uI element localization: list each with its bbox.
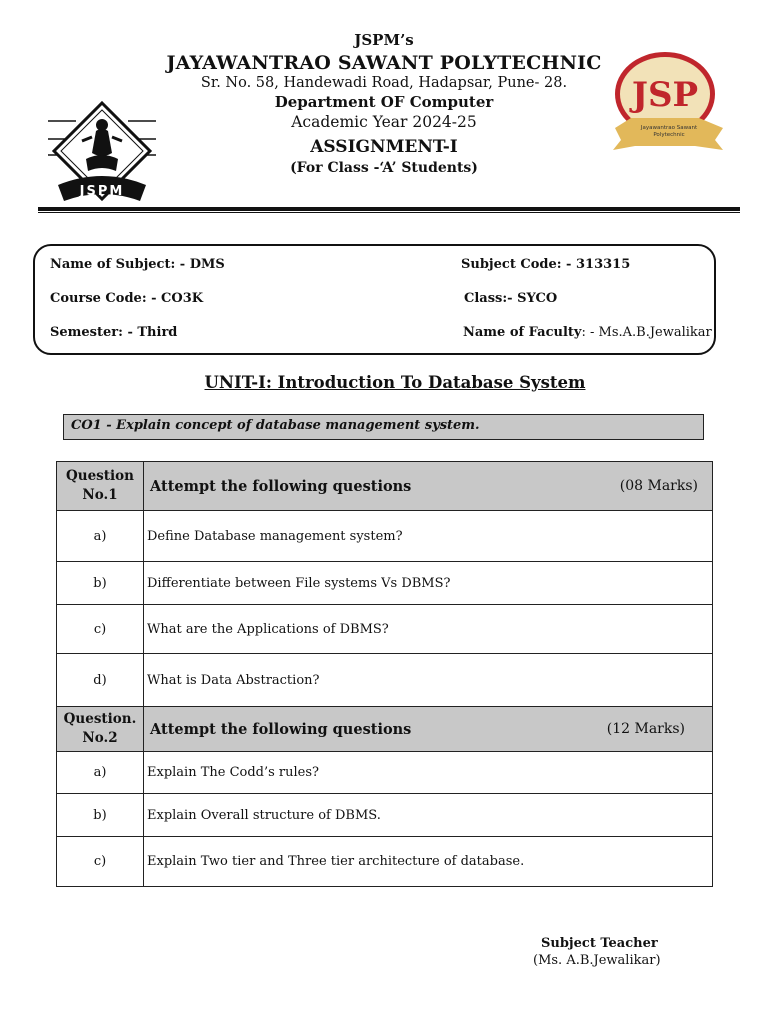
header-rule-thin: [38, 212, 740, 213]
question-text: Explain The Codd’s rules?: [144, 752, 713, 794]
question-header-row: [57, 707, 713, 752]
jspm-emblem-logo: [46, 101, 158, 209]
academic-year: Academic Year 2024-25: [291, 113, 477, 131]
seal-text: JSP: [631, 75, 699, 115]
jsp-seal-logo: [611, 50, 731, 154]
jspm-line: JSPM’s: [354, 31, 414, 49]
question-text: What is Data Abstraction?: [144, 654, 713, 707]
question-text: Define Database management system?: [144, 511, 713, 562]
question-header-row: [57, 462, 713, 511]
faculty-value: : - Ms.A.B.Jewalikar: [581, 325, 712, 340]
marks-label: (12 Marks): [606, 721, 685, 737]
question-row: [57, 654, 713, 707]
subject-name: Name of Subject: - DMS: [50, 257, 225, 272]
question-row: [57, 605, 713, 654]
signature-name: (Ms. A.B.Jewalikar): [533, 953, 661, 968]
question-label: a): [57, 511, 144, 562]
question-heading: Attempt the following questions (08 Marks): [144, 462, 713, 511]
question-text: Explain Two tier and Three tier architecture of database.: [144, 837, 713, 887]
course-code: Course Code: - CO3K: [50, 291, 204, 306]
seal-ribbon-line2: Polytechnic: [653, 132, 685, 138]
faculty-label: Name of Faculty: [463, 325, 582, 340]
question-label: c): [57, 605, 144, 654]
question-row: [57, 837, 713, 887]
header-rule: [38, 207, 740, 211]
class-note: (For Class -‘A’ Students): [290, 160, 478, 176]
question-label: d): [57, 654, 144, 707]
questions-table: [56, 461, 713, 887]
institute-name: JAYAWANTRAO SAWANT POLYTECHNIC: [166, 52, 602, 74]
marks-label: (08 Marks): [619, 478, 698, 494]
question-row: [57, 562, 713, 605]
question-row: [57, 752, 713, 794]
faculty-name: [463, 325, 712, 340]
question-label: b): [57, 562, 144, 605]
subject-code: Subject Code: - 313315: [461, 257, 631, 272]
question-row: [57, 511, 713, 562]
question-text: Explain Overall structure of DBMS.: [144, 794, 713, 837]
unit-title: UNIT-I: Introduction To Database System: [204, 373, 586, 392]
assignment-title: ASSIGNMENT-I: [310, 137, 458, 157]
question-row: [57, 794, 713, 837]
question-label: a): [57, 752, 144, 794]
question-number: Question. No.2: [57, 707, 144, 752]
question-text: Differentiate between File systems Vs DBMS?: [144, 562, 713, 605]
semester: Semester: - Third: [50, 325, 178, 340]
signature-title: Subject Teacher: [541, 936, 658, 951]
department-name: Department OF Computer: [274, 93, 494, 111]
class-name: Class:- SYCO: [464, 291, 558, 306]
question-text: What are the Applications of DBMS?: [144, 605, 713, 654]
question-label: c): [57, 837, 144, 887]
question-number: Question No.1: [57, 462, 144, 511]
emblem-text: JSPM: [79, 184, 125, 199]
institute-address: Sr. No. 58, Handewadi Road, Hadapsar, Pune- 28.: [200, 75, 568, 91]
course-outcome: CO1 - Explain concept of database management system.: [63, 414, 704, 440]
question-heading: Attempt the following questions (12 Marks): [144, 707, 713, 752]
seal-ribbon-line1: Jayawantrao Sawant: [640, 125, 698, 131]
question-label: b): [57, 794, 144, 837]
